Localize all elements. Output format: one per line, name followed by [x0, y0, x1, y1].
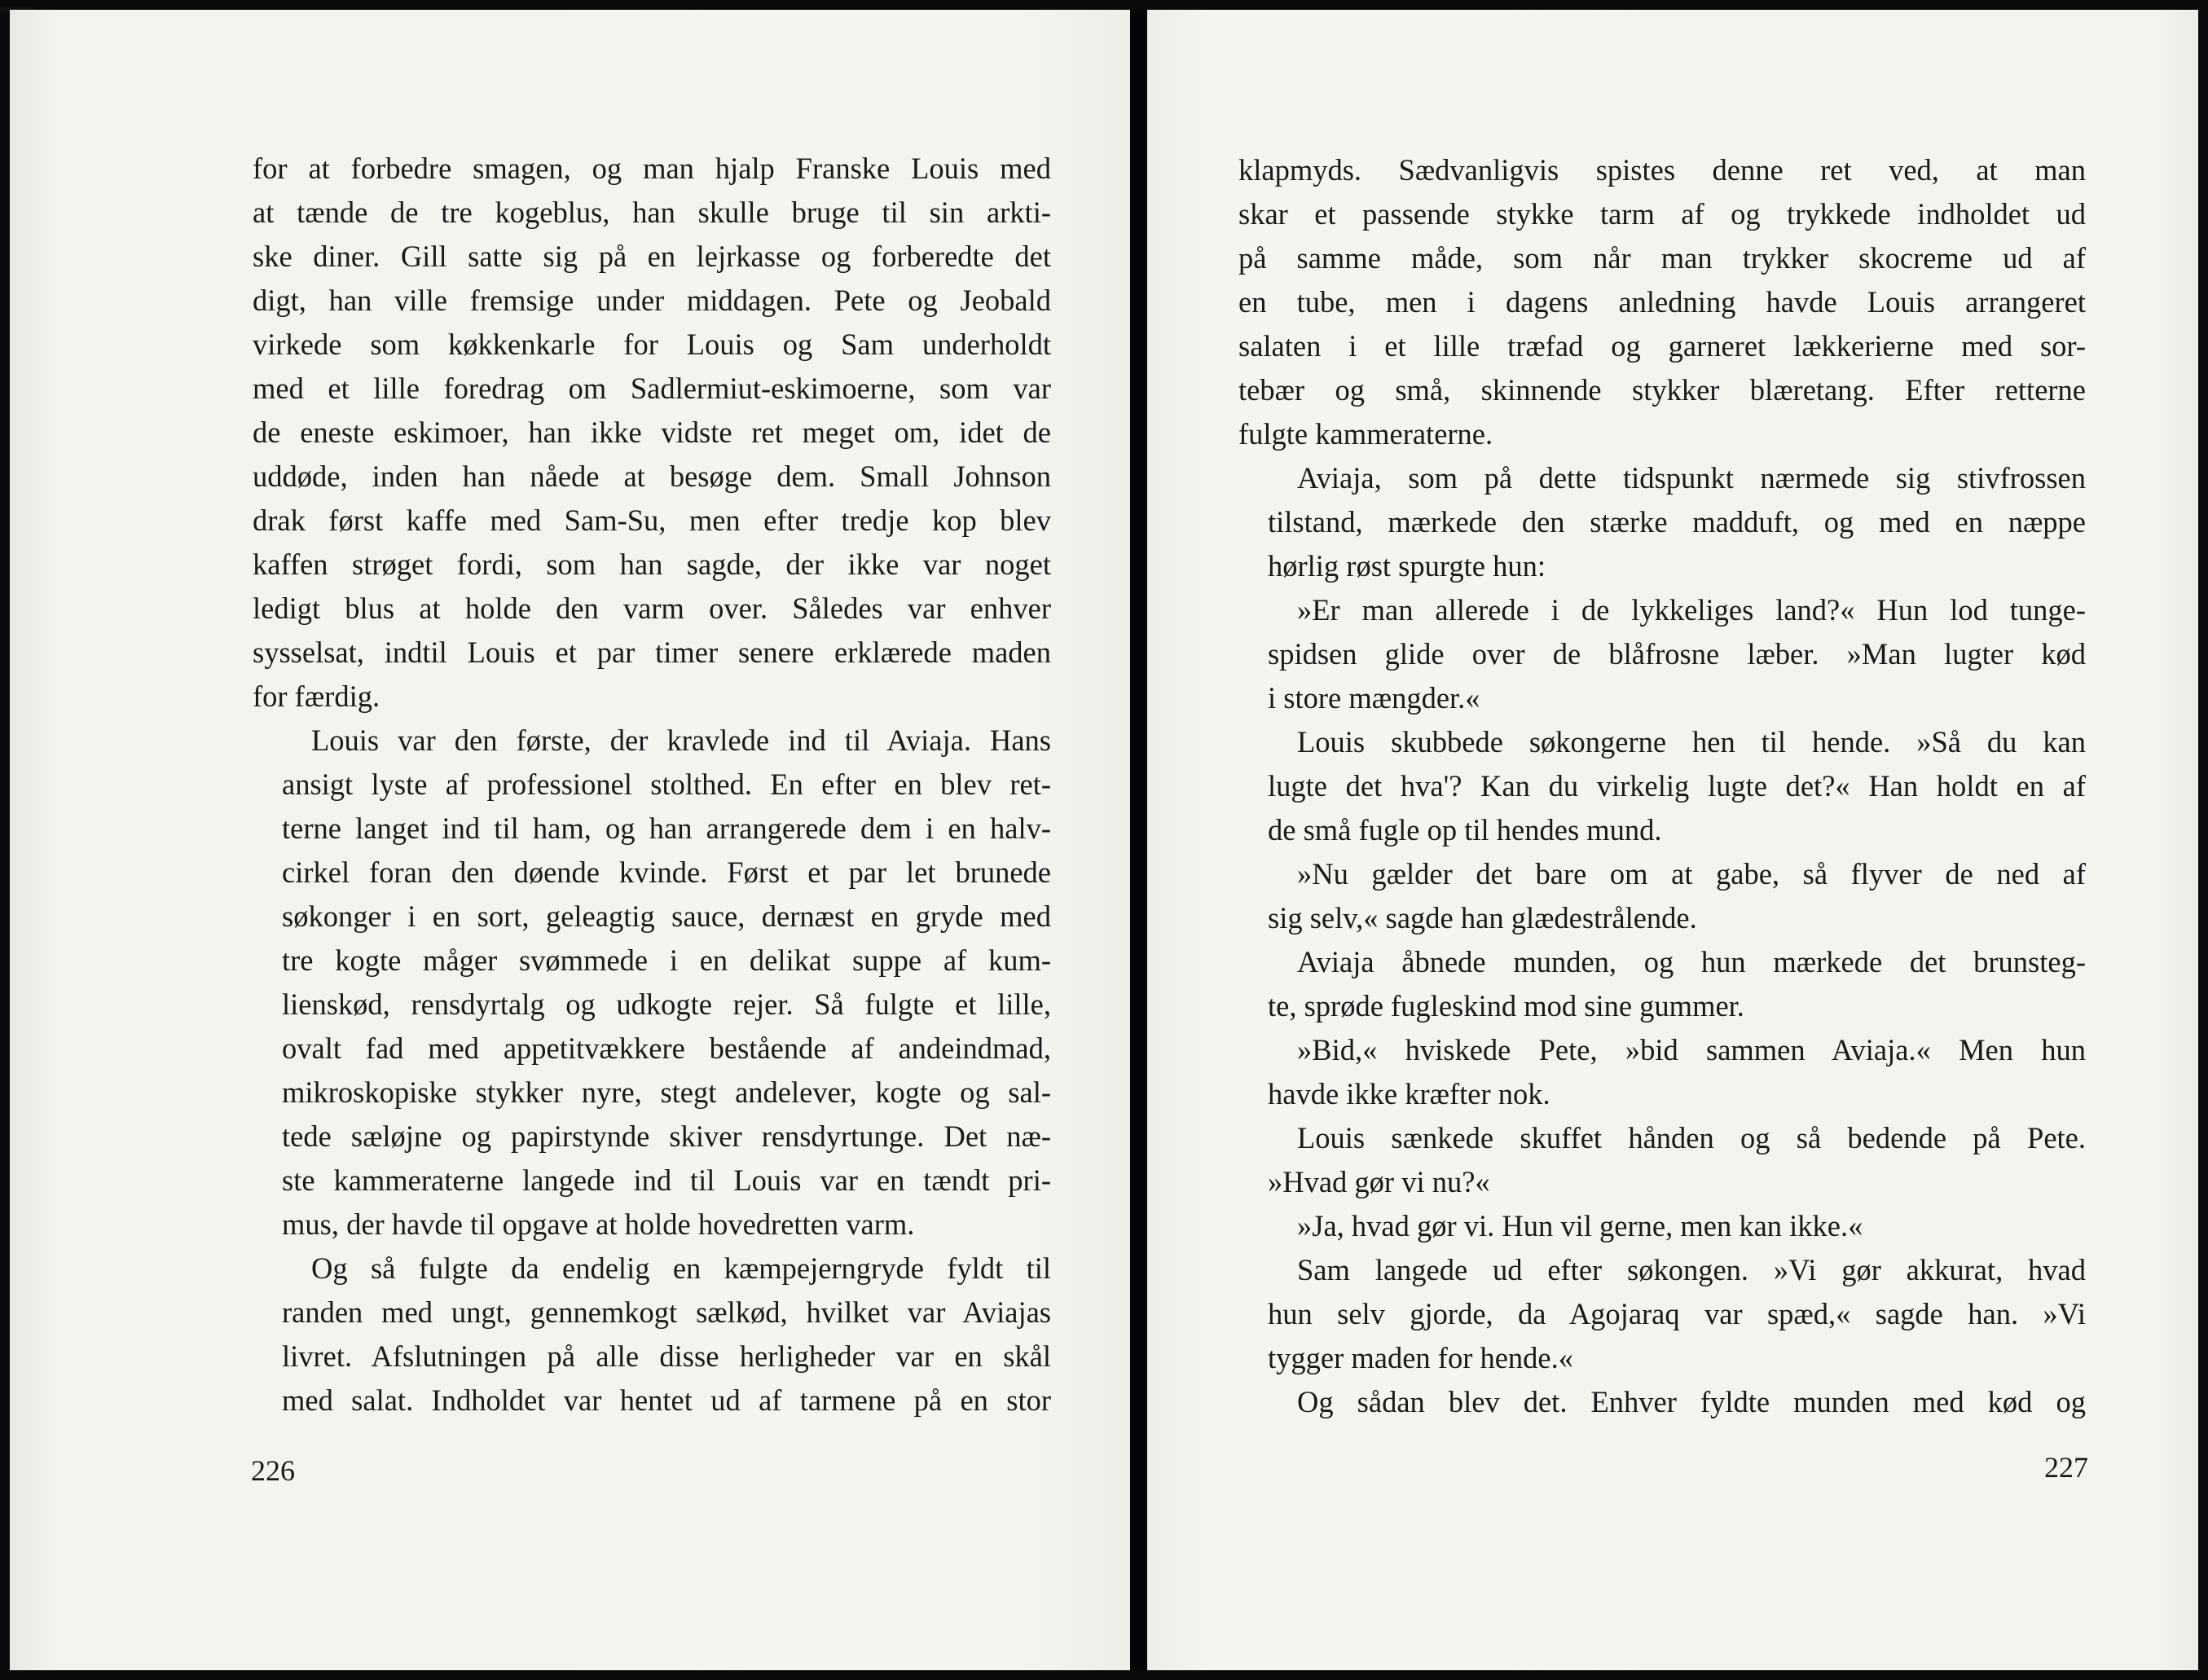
- paragraph: [1238, 720, 2086, 852]
- text-line: sig selv,« sagde han glædestrålende.: [1268, 901, 1697, 935]
- text-line: »Bid,« hviskede Pete, »bid sammen Aviaja.« Men hun: [1297, 1033, 2086, 1066]
- text-line: tilstand, mærkede den stærke madduft, og med en næppe: [1268, 505, 2086, 539]
- right-page-text: [1238, 148, 2086, 1424]
- text-line: klapmyds. Sædvanligvis spistes denne ret ved, at man: [1238, 153, 2086, 187]
- text-line: »Er man allerede i de lykkeliges land?« Hun lod tunge-: [1297, 593, 2086, 627]
- text-line: hun selv gjorde, da Agojaraq var spæd,« sagde han. »Vi: [1268, 1297, 2086, 1330]
- paragraph: [1238, 940, 2086, 1028]
- text-line: Aviaja, som på dette tidspunkt nærmede sig stivfrossen: [1297, 461, 2086, 495]
- text-line: Louis skubbede søkongerne hen til hende. »Så du kan: [1297, 725, 2086, 759]
- text-line: tebær og små, skinnende stykker blæretang. Efter retterne: [1238, 373, 2086, 407]
- text-line: livret. Afslutningen på alle disse herligheder var en skål: [282, 1339, 1051, 1373]
- left-page-number: 226: [251, 1454, 295, 1487]
- text-line: ste kammeraterne langede ind til Louis var en tændt pri-: [282, 1163, 1051, 1197]
- text-line: at tænde de tre kogeblus, han skulle bruge til sin arkti-: [253, 196, 1051, 229]
- paragraph: [253, 147, 1051, 719]
- text-line: digt, han ville fremsige under middagen. Pete og Jeobald: [253, 284, 1051, 317]
- paragraph: [1238, 1248, 2086, 1380]
- text-line: de eneste eskimoer, han ikke vidste ret meget om, idet de: [253, 416, 1051, 449]
- text-line: skar et passende stykke tarm af og trykkede indholdet ud: [1238, 197, 2086, 231]
- text-line: mus, der havde til opgave at holde hovedretten varm.: [282, 1207, 915, 1241]
- text-line: Aviaja åbnede munden, og hun mærkede det brunsteg-: [1297, 945, 2086, 979]
- paragraph: [253, 719, 1051, 1247]
- text-line: på samme måde, som når man trykker skocreme ud af: [1238, 241, 2086, 275]
- text-line: ovalt fad med appetitvækkere bestående af andeindmad,: [282, 1031, 1051, 1065]
- text-line: i store mængder.«: [1268, 681, 1480, 715]
- text-line: Louis var den første, der kravlede ind til Aviaja. Hans: [311, 723, 1051, 757]
- text-line: Louis sænkede skuffet hånden og så bedende på Pete.: [1297, 1121, 2086, 1154]
- text-line: tygger maden for hende.«: [1268, 1341, 1573, 1374]
- text-line: spidsen glide over de blåfrosne læber. »Man lugter kød: [1268, 637, 2086, 671]
- text-line: Og så fulgte da endelig en kæmpejerngryde fyldt til: [311, 1251, 1051, 1285]
- text-line: de små fugle op til hendes mund.: [1268, 813, 1662, 847]
- text-line: cirkel foran den døende kvinde. Først et par let brunede: [282, 855, 1051, 889]
- paragraph: [1238, 588, 2086, 720]
- text-line: søkonger i en sort, geleagtig sauce, dernæst en gryde med: [282, 899, 1051, 933]
- paragraph: [253, 1247, 1051, 1423]
- text-line: te, sprøde fugleskind mod sine gummer.: [1268, 989, 1744, 1023]
- left-page-text: [253, 147, 1051, 1423]
- text-line: »Hvad gør vi nu?«: [1268, 1165, 1490, 1198]
- paragraph: [1238, 1204, 2086, 1248]
- text-line: tre kogte måger svømmede i en delikat suppe af kum-: [282, 943, 1051, 977]
- text-line: en tube, men i dagens anledning havde Louis arrangeret: [1238, 285, 2086, 319]
- text-line: terne langet ind til ham, og han arrangerede dem i en halv-: [282, 811, 1051, 845]
- paragraph: [1238, 456, 2086, 588]
- text-line: kaffen strøget fordi, som han sagde, der ikke var noget: [253, 548, 1051, 581]
- text-line: hørlig røst spurgte hun:: [1268, 549, 1546, 583]
- text-line: virkede som køkkenkarle for Louis og Sam underholdt: [253, 328, 1051, 361]
- paragraph: [1238, 1028, 2086, 1116]
- paragraph: [1238, 148, 2086, 456]
- text-line: drak først kaffe med Sam-Su, men efter tredje kop blev: [253, 504, 1051, 537]
- text-line: for færdig.: [253, 679, 380, 713]
- text-line: med salat. Indholdet var hentet ud af tarmene på en stor: [282, 1383, 1051, 1417]
- text-line: randen med ungt, gennemkogt sælkød, hvilket var Aviajas: [282, 1295, 1051, 1329]
- text-line: lienskød, rensdyrtalg og udkogte rejer. Så fulgte et lille,: [282, 987, 1051, 1021]
- text-line: med et lille foredrag om Sadlermiut-eskimoerne, som var: [253, 372, 1051, 405]
- text-line: »Ja, hvad gør vi. Hun vil gerne, men kan ikke.«: [1297, 1209, 1863, 1242]
- text-line: mikroskopiske stykker nyre, stegt andelever, kogte og sal-: [282, 1075, 1051, 1109]
- text-line: Og sådan blev det. Enhver fyldte munden med kød og: [1297, 1385, 2086, 1418]
- paragraph: [1238, 852, 2086, 940]
- text-line: sysselsat, indtil Louis et par timer senere erklærede maden: [253, 635, 1051, 669]
- text-line: lugte det hva'? Kan du virkelig lugte det?« Han holdt en af: [1268, 769, 2086, 803]
- text-line: ledigt blus at holde den varm over. Således var enhver: [253, 592, 1051, 625]
- text-line: salaten i et lille træfad og garneret lækkerierne med sor-: [1238, 329, 2086, 363]
- book-gutter: [1130, 10, 1147, 1670]
- text-line: Sam langede ud efter søkongen. »Vi gør akkurat, hvad: [1297, 1253, 2086, 1286]
- left-page: [10, 10, 1130, 1670]
- text-line: tede sæløjne og papirstynde skiver rensdyrtunge. Det næ-: [282, 1119, 1051, 1153]
- text-line: fulgte kammeraterne.: [1238, 417, 1493, 451]
- text-line: ansigt lyste af professionel stolthed. En efter en blev ret-: [282, 767, 1051, 801]
- text-line: uddøde, inden han nåede at besøge dem. Small Johnson: [253, 460, 1051, 493]
- text-line: »Nu gælder det bare om at gabe, så flyver de ned af: [1297, 857, 2086, 891]
- paragraph: [1238, 1116, 2086, 1204]
- paragraph: [1238, 1380, 2086, 1424]
- text-line: for at forbedre smagen, og man hjalp Franske Louis med: [253, 152, 1051, 185]
- right-page: [1147, 10, 2198, 1670]
- text-line: ske diner. Gill satte sig på en lejrkasse og forberedte det: [253, 240, 1051, 273]
- right-page-number: 227: [2044, 1451, 2088, 1484]
- text-line: havde ikke kræfter nok.: [1268, 1077, 1550, 1110]
